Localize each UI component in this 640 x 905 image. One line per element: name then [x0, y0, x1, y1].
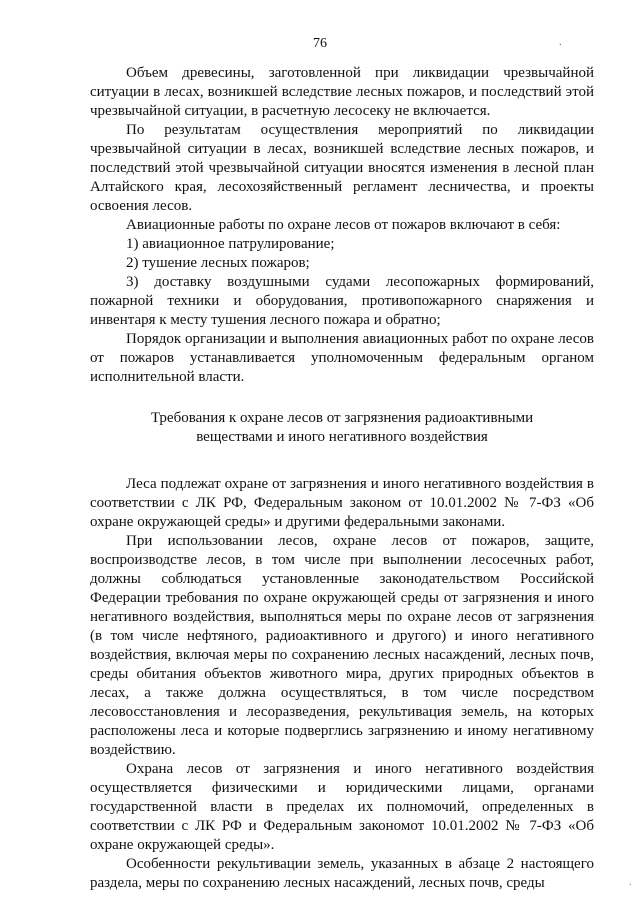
paragraph: Охрана лесов от загрязнения и иного негативного воздействия осуществляется физическими и юридическими лицами, органами государственной власти в пределах их полномочий, определенных в соответствии с ЛК РФ и Федеральным закономот 10.01.2002 № 7-ФЗ «Об охране окружающей среды». [90, 761, 594, 853]
paragraph: По результатам осуществления мероприятий по ликвидации чрезвычайной ситуации в лесах, возникшей вследствие лесных пожаров, и последствий этой чрезвычайной ситуации вносятся изменения в лесной план Алтайского края, лесохозяйственный регламент лесничества, и проекты освоения лесов. [90, 122, 594, 214]
paragraph: Объем древесины, заготовленной при ликвидации чрезвычайной ситуации в лесах, возникшей вследствие лесных пожаров, и последствий этой чрезвычайной ситуации, в расчетную лесосеку не включается. [90, 65, 594, 119]
list-item: 1) авиационное патрулирование; [126, 236, 335, 252]
spacer [90, 447, 594, 475]
section-heading-line: веществами и иного негативного воздействия [196, 429, 488, 445]
scan-mark: · [628, 880, 632, 891]
page-number: 76 [313, 36, 327, 51]
scan-mark: · [558, 40, 562, 51]
list-item: 2) тушение лесных пожаров; [126, 255, 310, 271]
paragraph: Леса подлежат охране от загрязнения и иного негативного воздействия в соответствии с ЛК РФ, Федеральным законом от 10.01.2002 № 7-ФЗ «Об охране окружающей среды» и другими федеральными законами. [90, 476, 594, 530]
section-heading [90, 409, 594, 447]
paragraph: При использовании лесов, охране лесов от пожаров, защите, воспроизводстве лесов, в том числе при выполнении лесосечных работ, должны соблюдаться установленные законодательством Российской Федерации требования по охране окружающей среды от загрязнения и иного негативного воздействия, выполняться меры по охране лесов от загрязнения (в том числе нефтяного, радиоактивного и другого) и иного негативного воздействия, включая меры по сохранению лесных насаждений, лесных почв, среды обитания объектов животного мира, других природных объектов в лесах, а также должна осуществляться, в том числе посредством лесовосстановления и лесоразведения, рекультивация земель, на которых расположены леса и которые подверглись загрязнению и иному негативному воздействию. [90, 533, 594, 758]
section-heading-line: Требования к охране лесов от загрязнения радиоактивными [150, 410, 534, 426]
list-item: 3) доставку воздушными судами лесопожарных формирований, пожарной техники и оборудования, противопожарного снаряжения и инвентаря к месту тушения лесного пожара и обратно; [90, 274, 594, 328]
document-body [90, 64, 594, 893]
paragraph: Авиационные работы по охране лесов от пожаров включают в себя: [126, 217, 561, 233]
paragraph: Порядок организации и выполнения авиационных работ по охране лесов от пожаров устанавливается уполномоченным федеральным органом исполнительной власти. [90, 331, 594, 385]
spacer [90, 387, 594, 409]
paragraph: Особенности рекультивации земель, указанных в абзаце 2 настоящего раздела, меры по сохранению лесных насаждений, лесных почв, среды [90, 856, 594, 891]
